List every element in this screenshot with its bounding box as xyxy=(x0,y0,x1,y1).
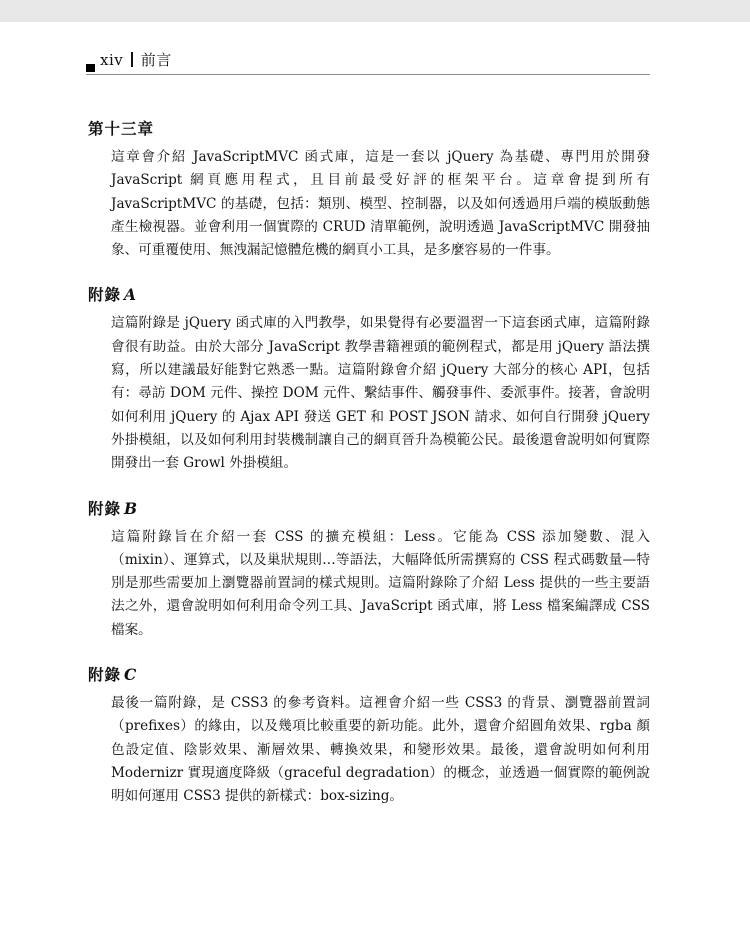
section-heading xyxy=(88,664,650,686)
section-appendix-c xyxy=(88,664,650,808)
top-margin-band xyxy=(0,0,750,22)
section-paragraph: 這篇附錄旨在介紹一套 CSS 的擴充模組：Less。它能為 CSS 添加變數、混入（mixin）、運算式，以及巢狀規則…等語法，大幅降低所需撰寫的 CSS 程式碼數量—特別是那些需要加上瀏覽器前置詞的樣式規則。這篇附錄除了介紹 Less 提供的一些主要語法之外，還會說明如何利用命令列工具、JavaScript 函式庫，將 Less 檔案編譯成 CSS 檔案。 xyxy=(111,528,650,638)
section-appendix-a xyxy=(88,284,650,475)
running-head-text xyxy=(100,50,172,70)
running-head-marker xyxy=(86,64,95,72)
running-head xyxy=(86,48,650,75)
section-heading-letter: A xyxy=(124,285,138,305)
section-heading-text: 附錄 xyxy=(88,498,122,518)
section-heading-letter: C xyxy=(124,665,138,685)
running-head-separator xyxy=(131,52,133,67)
section-heading xyxy=(88,284,650,306)
section-heading-text: 第十三章 xyxy=(88,119,155,138)
page-number: xiv xyxy=(100,51,124,69)
section-heading-text: 附錄 xyxy=(88,665,122,685)
section-chapter-13 xyxy=(88,118,650,262)
chapter-title: 前言 xyxy=(140,51,172,69)
section-paragraph: 這章會介紹 JavaScriptMVC 函式庫，這是一套以 jQuery 為基礎、專門用於開發 JavaScript 網頁應用程式，且目前最受好評的框架平台。這章會提到所有 JavaScriptMVC 的基礎，包括：類別、模型、控制器，以及如何透過用戶端的模版動態產生檢視器。並會利用一個實際的 CRUD 清單範例，說明透過 JavaScriptMVC 開發抽象、可重覆使用、無洩漏記憶體危機的網頁小工具，是多麼容易的一件事。 xyxy=(111,149,650,259)
section-appendix-b xyxy=(88,498,650,642)
section-heading xyxy=(88,498,650,520)
section-paragraph: 這篇附錄是 jQuery 函式庫的入門教學，如果覺得有必要溫習一下這套函式庫，這篇附錄會很有助益。由於大部分 JavaScript 教學書籍裡頭的範例程式，都是用 jQuery 語法撰寫，所以建議最好能對它熟悉一點。這篇附錄會介紹 jQuery 大部分的核心 API，包括有：尋訪 DOM 元件、操控 DOM 元件、繫結事件、觸發事件、委派事件。接著，會說明如何利用 jQuery 的 Ajax API 發送 GET 和 POST JSON 請求、如何自行開發 jQuery 外掛模組，以及如何利用封裝機制讓自己的網頁晉升為模範公民。最後還會說明如何實際開發出一套 Growl 外掛模組。 xyxy=(111,315,650,472)
section-heading xyxy=(88,118,650,140)
section-heading-text: 附錄 xyxy=(88,285,122,305)
section-paragraph: 最後一篇附錄，是 CSS3 的參考資料。這裡會介紹一些 CSS3 的背景、瀏覽器前置詞（prefixes）的緣由，以及幾項比較重要的新功能。此外，還會介紹圓角效果、rgba 顏色設定值、陰影效果、漸層效果、轉換效果，和變形效果。最後，還會說明如何利用 Modernizr 實現適度降級（graceful degradation）的概念，並透過一個實際的範例說明如何運用 CSS3 提供的新樣式：box-sizing。 xyxy=(111,695,650,805)
page-content xyxy=(88,118,650,831)
section-heading-letter: B xyxy=(124,498,139,518)
